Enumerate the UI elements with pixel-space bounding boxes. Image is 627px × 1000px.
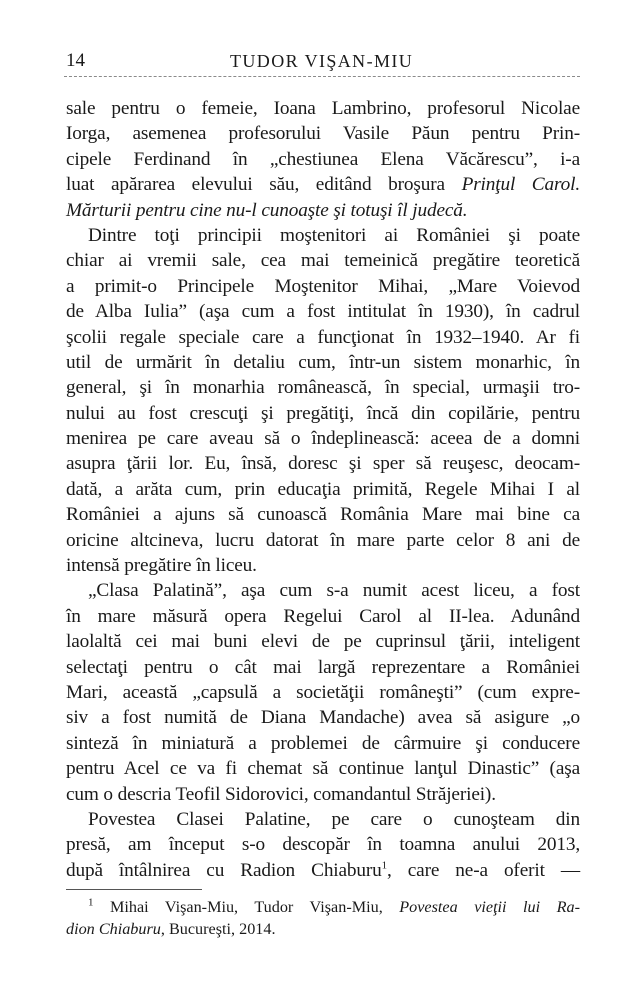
text-line: menirea pe care aveau să o îndeplinească: aceea de a domni: [66, 428, 580, 450]
body-text: [66, 96, 580, 883]
text-line: siv a fost numită de Diana Mandache) avea să asigure „o: [66, 707, 580, 729]
text-line: Mari, această „capsulă a societăţii româneşti” (cum expre-: [66, 681, 580, 703]
footnote-marker: 1: [88, 896, 94, 909]
text-line: Povestea Clasei Palatine, pe care o cunoşteam din: [88, 808, 580, 830]
text-line: util de urmărit în detaliu cum, într-un sistem monarhic, în: [66, 351, 580, 373]
text-line: României a ajuns să cunoască România Mare mai bine ca: [66, 504, 580, 526]
text-line: [66, 172, 580, 197]
text-line: dată, a arăta cum, prin educaţia primită, Regele Mihai I al: [66, 478, 580, 500]
footnote-line: [66, 896, 580, 918]
book-title-italic-line: Mărturii pentru cine nu-l cunoaşte şi totuşi îl judecă.: [66, 199, 468, 221]
text-line: sale pentru o femeie, Ioana Lambrino, profesorul Nicolae: [66, 98, 580, 119]
text-line: a primit-o Principele Moştenitor Mihai, „Mare Voievod: [66, 275, 580, 297]
footnote-book-title: Povestea vieţii lui Ra-: [399, 898, 581, 916]
text-segment: după întâlnirea cu Radion Chiaburu: [66, 859, 382, 881]
text-line: oricine altcineva, lucru datorat în mare parte celor 8 ani de: [66, 529, 580, 551]
header-divider: [64, 76, 580, 77]
paragraph-3: [66, 578, 580, 807]
page-number: 14: [66, 50, 85, 71]
footnote-authors: Mihai Vişan-Miu, Tudor Vişan-Miu,: [110, 898, 383, 916]
text-line: Iorga, asemenea profesorului Vasile Păun pentru Prin-: [66, 123, 580, 145]
text-line: asupra ţării lor. Eu, însă, doresc şi sper să reuşesc, deocam-: [66, 453, 580, 475]
text-line: nului au fost crescuţi şi pregătiţi, încă din copilărie, pentru: [66, 402, 580, 424]
footnote-line: [66, 918, 580, 940]
text-segment: luat apărarea elevului său, editând broşura: [66, 174, 462, 196]
text-line: laolaltă cei mai buni elevi de pe cuprinsul ţării, inteligent: [66, 631, 580, 653]
text-line: intensă pregătire în liceu.: [66, 555, 257, 577]
paragraph-4: [66, 807, 580, 883]
book-title-italic: Prinţul Carol.: [461, 174, 580, 196]
text-line: presă, am început s-o descopăr în toamna anului 2013,: [66, 834, 580, 856]
running-title: TUDOR VIŞAN-MIU: [230, 51, 414, 71]
text-line: general, şi în monarhia românească, în special, urmaşii tro-: [66, 377, 580, 399]
text-line: „Clasa Palatină”, aşa cum s-a numit acest liceu, a fost: [88, 580, 580, 602]
footnote: [66, 896, 580, 940]
paragraph-1: [66, 96, 580, 223]
footnote-divider: [66, 889, 202, 890]
page-header: [66, 50, 580, 72]
text-line: cum o descria Teofil Sidorovici, comandantul Străjeriei).: [66, 783, 496, 805]
text-line: [66, 858, 580, 883]
text-segment: , care ne-a oferit —: [387, 859, 580, 881]
text-line: selectaţi pentru o cât mai largă reprezentare a României: [66, 656, 580, 678]
text-line: şcolii regale speciale care a funcţionat în 1932–1940. Ar fi: [66, 326, 580, 348]
text-line: în mare măsură opera Regelui Carol al II-lea. Adunând: [66, 605, 580, 627]
footnote-reference: 1: [381, 859, 388, 872]
footnote-publication: , Bucureşti, 2014.: [160, 920, 276, 938]
text-line: de Alba Iulia” (aşa cum a fost intitulat în 1930), în cadrul: [66, 301, 580, 323]
paragraph-2: [66, 223, 580, 578]
text-line: chiar ai vremii sale, cea mai temeinică pregătire teoretică: [66, 250, 580, 272]
text-line: pentru Acel ce va fi chemat să continue lanţul Dinastic” (aşa: [66, 758, 580, 780]
text-line: Dintre toţi principii moştenitori ai României şi poate: [88, 224, 580, 246]
footnote-book-title-cont: dion Chiaburu: [66, 920, 161, 938]
text-line: cipele Ferdinand în „chestiunea Elena Văcărescu”, i-a: [66, 148, 580, 170]
text-line: sinteză în miniatură a problemei de cârmuire şi conducere: [66, 732, 580, 754]
